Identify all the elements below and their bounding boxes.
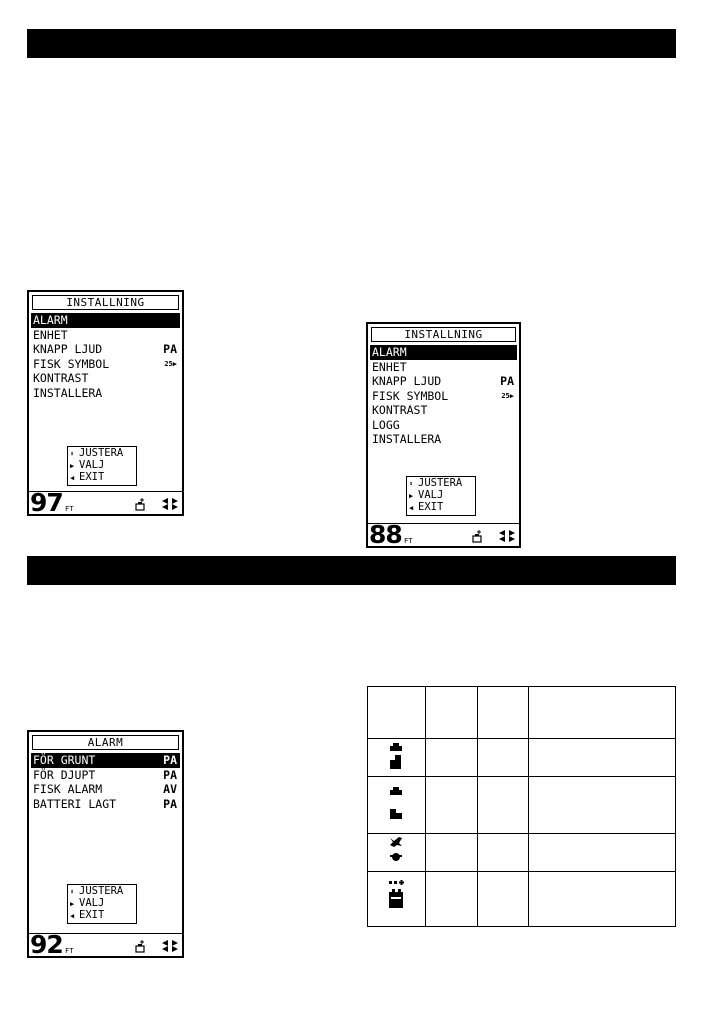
for-grunt-value: PA: [163, 753, 177, 767]
menu-item-kontrast[interactable]: KONTRAST: [372, 403, 428, 417]
screen-title: INSTALLNING: [371, 327, 516, 342]
lcd-screen-alarm: [27, 730, 184, 958]
scroll-arrows-icon: [162, 498, 178, 510]
menu-item-alarm[interactable]: ALARM: [370, 345, 517, 360]
status-footer: [29, 930, 182, 958]
fish-symbol-value: 25▶: [501, 391, 514, 400]
menu-item-logg[interactable]: LOGG: [372, 417, 400, 432]
depth-unit: FT: [65, 505, 74, 513]
table-header-row: [368, 687, 676, 739]
alarm-icon-table: [367, 686, 676, 927]
depth-readout: 92: [30, 930, 63, 958]
table-row-fish: [368, 834, 676, 872]
right-arrow-icon: ▶: [409, 492, 414, 500]
battery-indicator-icon: [134, 940, 146, 953]
menu-item-kontrast[interactable]: KONTRAST: [33, 371, 89, 385]
menu-item-for-grunt[interactable]: FÖR GRUNT PA: [31, 753, 180, 768]
table-row-shallow: [368, 739, 676, 777]
lcd-screen-setup-logg: [366, 322, 521, 548]
right-arrow-icon: ▶: [70, 462, 75, 470]
shallow-alarm-icon: [368, 739, 425, 772]
key-legend: ⬍ JUSTERA ▶ VALJ ◀ EXIT: [406, 476, 476, 516]
fisk-alarm-value: AV: [163, 782, 177, 796]
fish-alarm-icon: [368, 834, 425, 867]
batteri-lagt-value: PA: [163, 796, 177, 811]
scroll-arrows-icon: [162, 940, 178, 952]
for-djupt-value: PA: [163, 767, 177, 782]
battery-indicator-icon: [471, 530, 483, 543]
menu-item-alarm[interactable]: ALARM: [31, 313, 180, 328]
knapp-ljud-value: PA: [163, 342, 177, 356]
menu-item-fisk-alarm[interactable]: FISK ALARM AV: [33, 782, 177, 796]
scroll-arrows-icon: [499, 530, 515, 542]
right-arrow-icon: ▶: [70, 900, 75, 908]
menu-item-enhet[interactable]: ENHET: [372, 359, 407, 374]
battery-alarm-icon: [368, 872, 425, 922]
depth-readout: 97: [30, 488, 63, 516]
left-arrow-icon: ◀: [70, 912, 75, 920]
lcd-screen-setup: [27, 290, 184, 516]
table-row-deep: [368, 777, 676, 834]
up-down-arrow-icon: ⬍: [409, 480, 414, 488]
menu-item-knapp-ljud[interactable]: KNAPP LJUD PA: [33, 342, 177, 356]
left-arrow-icon: ◀: [70, 474, 75, 482]
key-legend: ⬍ JUSTERA ▶ VALJ ◀ EXIT: [67, 884, 137, 924]
menu-item-knapp-ljud[interactable]: KNAPP LJUD PA: [372, 374, 514, 388]
status-footer: [29, 488, 182, 516]
fish-symbol-value: 25▶: [164, 359, 177, 368]
depth-readout: 88: [369, 520, 402, 548]
section-header-bar-1: [27, 29, 676, 58]
screen-title: ALARM: [32, 735, 179, 750]
setup-menu: [370, 345, 517, 447]
setup-menu: [31, 313, 180, 400]
up-down-arrow-icon: ⬍: [70, 450, 75, 458]
status-footer: [368, 520, 519, 548]
menu-item-batteri-lagt[interactable]: BATTERI LAGT PA: [33, 796, 177, 811]
knapp-ljud-value: PA: [500, 374, 514, 388]
menu-item-for-djupt[interactable]: FÖR DJUPT PA: [33, 767, 177, 782]
up-down-arrow-icon: ⬍: [70, 888, 75, 896]
left-arrow-icon: ◀: [409, 504, 414, 512]
depth-unit: FT: [65, 947, 74, 955]
depth-unit: FT: [404, 537, 413, 545]
screen-title: INSTALLNING: [32, 295, 179, 310]
menu-item-enhet[interactable]: ENHET: [33, 327, 68, 342]
table-row-battery: [368, 872, 676, 927]
menu-item-fisk-symbol[interactable]: FISK SYMBOL 25▶: [33, 356, 177, 371]
section-header-bar-2: [27, 556, 676, 585]
deep-alarm-icon: [368, 777, 425, 829]
menu-item-installera[interactable]: INSTALLERA: [372, 432, 442, 446]
alarm-menu: [31, 753, 180, 811]
menu-item-fisk-symbol[interactable]: FISK SYMBOL 25▶: [372, 388, 514, 403]
key-legend: ⬍ JUSTERA ▶ VALJ ◀ EXIT: [67, 446, 137, 486]
battery-indicator-icon: [134, 498, 146, 511]
menu-item-installera[interactable]: INSTALLERA: [33, 385, 103, 400]
